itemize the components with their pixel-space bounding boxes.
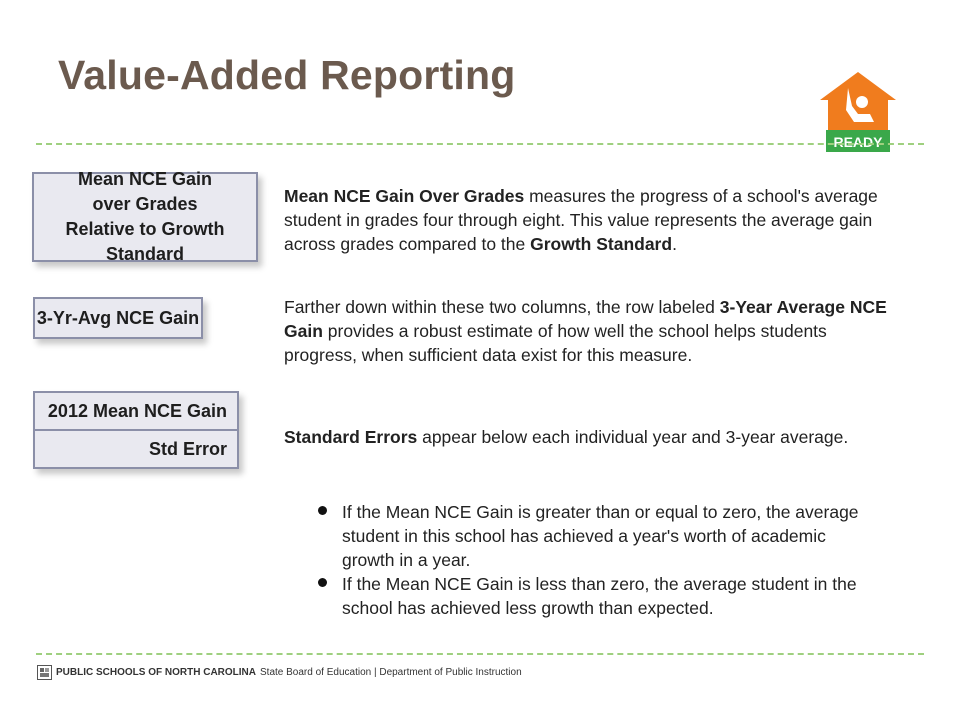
three-year-gain-label: 3-Yr-Avg NCE Gain [36,307,200,328]
footer-org: PUBLIC SCHOOLS OF NORTH CAROLINA [56,666,256,678]
p1-text-b: . [672,234,677,254]
year-gain-box [33,391,239,469]
bullet-list [316,500,876,620]
p1-bold-lead: Mean NCE Gain Over Grades [284,186,525,206]
p1-text-a: measures the progress of a school's average student in grades four through eight. This value represents the average gain across grades compared to the [284,186,878,254]
paragraph-standard-errors [284,425,904,449]
p1-bold-tail: Growth Standard [530,234,673,254]
mean-gain-header-label: Mean NCE Gain over Grades Relative to Growth Standard [65,169,225,264]
std-error-label: Std Error [148,439,227,459]
top-divider [36,143,924,145]
footer-rest: State Board of Education | Department of Public Instruction [260,666,522,678]
paragraph-mean-gain [284,184,904,256]
p3-text-a: appear below each individual year and 3-year average. [417,427,849,447]
bottom-divider [36,653,924,655]
bullet-item [316,500,876,572]
p2-text-b: provides a robust estimate of how well the school helps students progress, when sufficient data exist for this measure. [284,321,827,365]
mean-gain-header-box [32,169,258,264]
paragraph-three-year [284,295,904,367]
p3-bold-lead: Standard Errors [284,427,418,447]
year-gain-row [35,393,237,431]
slide-title: Value-Added Reporting [58,52,516,98]
year-gain-label: 2012 Mean NCE Gain [47,400,227,421]
bullet-text: If the Mean NCE Gain is less than zero, the average student in the school has achieved less growth than expected. [342,574,857,618]
p2-text-a: Farther down within these two columns, the row labeled [284,297,720,317]
p2-bold-mid: 3-Year Average NCE Gain [284,297,887,341]
bullet-item [316,572,876,620]
logo-text: READY [833,134,883,150]
bullet-dot-icon [318,578,327,587]
three-year-gain-box [33,297,203,339]
bullet-dot-icon [318,506,327,515]
state-seal-icon [37,665,52,680]
footer [37,664,522,680]
bullet-text: If the Mean NCE Gain is greater than or equal to zero, the average student in this school has achieved a year's worth of academic growth in a year. [342,502,859,570]
std-error-row [35,431,237,468]
